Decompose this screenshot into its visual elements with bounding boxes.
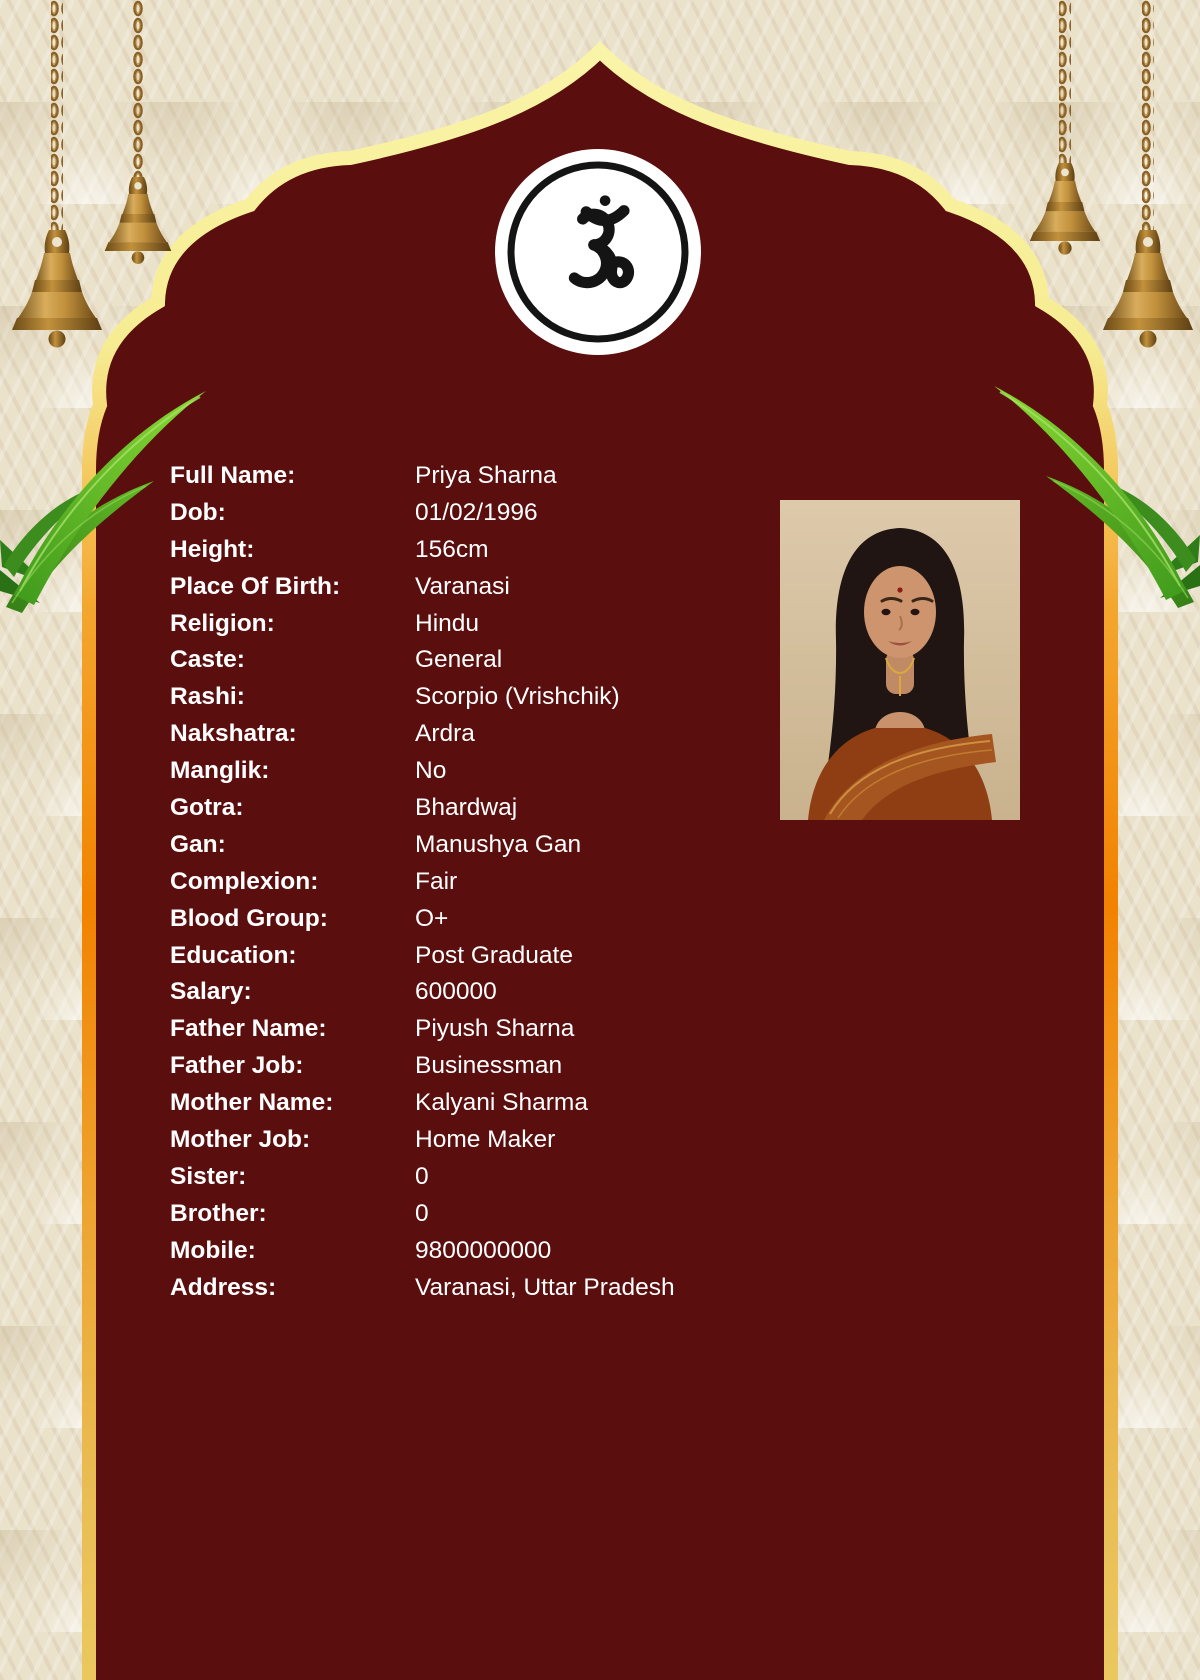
bindi — [897, 587, 902, 592]
biodata-row — [170, 901, 790, 938]
leaf-icon — [0, 391, 206, 613]
row-label: Gotra: — [170, 794, 244, 822]
bell-icon — [12, 230, 102, 348]
row-label: Religion: — [170, 609, 275, 637]
biodata-row — [170, 1270, 790, 1307]
row-value: 0 — [415, 1162, 429, 1190]
biodata-row — [170, 974, 790, 1011]
row-value: General — [415, 646, 503, 674]
row-label: Complexion: — [170, 867, 319, 895]
row-label: Full Name: — [170, 462, 296, 489]
row-value: Manushya Gan — [415, 830, 582, 858]
row-label: Caste: — [170, 646, 245, 674]
leaf-icon — [994, 386, 1200, 608]
biodata-row — [170, 827, 790, 864]
bell-icon — [1030, 163, 1100, 255]
bell-icon — [1103, 230, 1193, 348]
row-value: Businessman — [415, 1052, 563, 1080]
row-value: Bhardwaj — [415, 794, 518, 822]
row-label: Manglik: — [170, 757, 270, 785]
biodata-row — [170, 1159, 790, 1196]
row-label: Dob: — [170, 498, 226, 526]
row-label: Rashi: — [170, 683, 245, 711]
biodata-row — [170, 864, 790, 901]
row-value: Ardra — [415, 720, 475, 748]
leaves-right — [960, 350, 1200, 610]
row-label: Nakshatra: — [170, 720, 297, 748]
biodata-row — [170, 1048, 790, 1085]
row-value: No — [415, 757, 447, 785]
row-value: Post Graduate — [415, 941, 573, 969]
biodata-row — [170, 606, 790, 643]
decor-bells — [0, 0, 1200, 370]
row-label: Sister: — [170, 1162, 247, 1190]
biodata-row — [170, 642, 790, 679]
biodata-row — [170, 1011, 790, 1048]
row-value: 600000 — [415, 978, 497, 1006]
biodata-row — [170, 753, 790, 790]
row-value: Hindu — [415, 609, 480, 637]
row-label: Mobile: — [170, 1236, 256, 1264]
row-label: Mother Name: — [170, 1089, 334, 1117]
biodata-row — [170, 1122, 790, 1159]
bell-chain — [51, 0, 63, 230]
biodata-row — [170, 458, 790, 495]
row-value: 0 — [415, 1199, 429, 1227]
row-value: Varanasi — [415, 572, 510, 600]
row-label: Gan: — [170, 830, 226, 858]
row-value: O+ — [415, 904, 449, 932]
biodata-row — [170, 495, 790, 532]
row-label: Height: — [170, 535, 255, 563]
row-label: Salary: — [170, 978, 252, 1006]
biodata-row — [170, 1196, 790, 1233]
biodata-row — [170, 938, 790, 975]
bell-chain — [132, 0, 144, 177]
row-label: Blood Group: — [170, 904, 328, 932]
row-label: Father Job: — [170, 1052, 304, 1080]
row-label: Brother: — [170, 1199, 267, 1227]
row-value: 156cm — [415, 535, 489, 563]
row-label: Education: — [170, 941, 297, 969]
row-value: 01/02/1996 — [415, 498, 538, 526]
biodata-row — [170, 1233, 790, 1270]
row-value: 9800000000 — [415, 1236, 552, 1264]
row-value: Fair — [415, 867, 458, 895]
leaves-left — [0, 355, 240, 615]
row-value: Priya Sharna — [415, 462, 557, 489]
bell-chain — [1059, 0, 1071, 163]
row-value: Kalyani Sharma — [415, 1089, 588, 1117]
biodata-list — [170, 458, 790, 1306]
biodata-row — [170, 1085, 790, 1122]
row-label: Mother Job: — [170, 1126, 311, 1154]
row-value: Varanasi, Uttar Pradesh — [415, 1273, 675, 1301]
row-label: Place Of Birth: — [170, 572, 341, 600]
biodata-row — [170, 790, 790, 827]
bell-chain — [1142, 0, 1154, 230]
row-value: Home Maker — [415, 1126, 556, 1154]
row-value: Piyush Sharna — [415, 1015, 575, 1043]
row-label: Father Name: — [170, 1015, 327, 1043]
biodata-row — [170, 569, 790, 606]
biodata-row — [170, 716, 790, 753]
biodata-row — [170, 532, 790, 569]
biodata-row — [170, 679, 790, 716]
row-value: Scorpio (Vrishchik) — [415, 683, 620, 711]
bell-icon — [105, 177, 172, 264]
row-label: Address: — [170, 1273, 277, 1301]
